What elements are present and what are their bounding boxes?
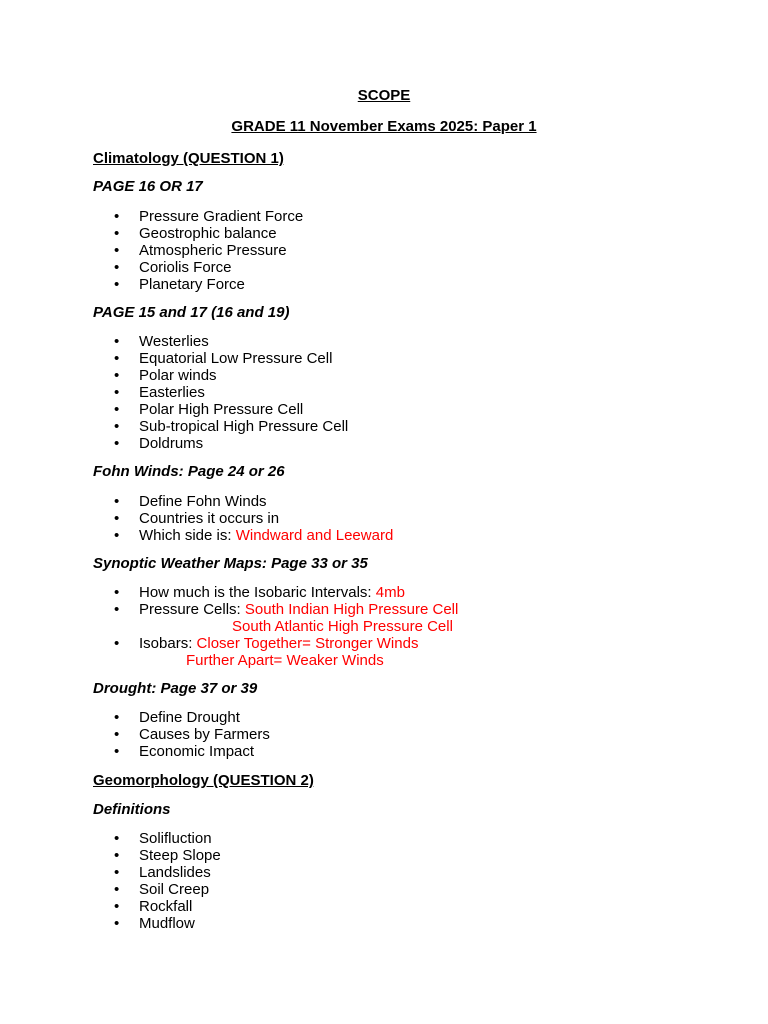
list-item: • Easterlies [0,384,348,401]
list-item: • Pressure Gradient Force [0,208,303,225]
list-item: • Coriolis Force [0,259,303,276]
list-item: • Define Drought [0,709,270,726]
list-item: • Equatorial Low Pressure Cell [0,350,348,367]
list-item: • Planetary Force [0,276,303,293]
answer-text: Windward and Leeward [235,527,394,544]
answer-text-continued: Further Apart= Weaker Winds [186,652,384,669]
page-subtitle: GRADE 11 November Exams 2025: Paper 1 [231,118,537,135]
list-item: • Landslides [0,864,221,881]
list-item: • Solifluction [0,830,221,847]
answer-text: 4mb [375,584,405,601]
list-synoptic-maps [0,584,458,618]
question-text: Isobars: [139,635,197,652]
section-label-page-16-17: PAGE 16 OR 17 [93,178,203,195]
answer-text: Closer Together= Stronger Winds [196,635,419,652]
list-item: • Countries it occurs in [0,510,393,527]
list-item: • Soil Creep [0,881,221,898]
list-item: • Geostrophic balance [0,225,303,242]
list-page-16-17 [0,208,303,293]
answer-text: South Indian High Pressure Cell [244,601,459,618]
list-item: • Define Fohn Winds [0,493,393,510]
list-item: • Rockfall [0,898,221,915]
list-fohn-winds [0,493,393,544]
list-item: • Causes by Farmers [0,726,270,743]
answer-text-continued: South Atlantic High Pressure Cell [232,618,453,635]
list-item: • Mudflow [0,915,221,932]
geomorphology-heading: Geomorphology (QUESTION 2) [93,772,314,789]
page-title: SCOPE [357,87,411,104]
section-label-drought: Drought: Page 37 or 39 [93,680,258,697]
list-item: • Doldrums [0,435,348,452]
list-item: • Steep Slope [0,847,221,864]
section-label-definitions: Definitions [93,801,171,818]
list-drought [0,709,270,760]
list-item [0,601,458,618]
climatology-heading: Climatology (QUESTION 1) [93,150,284,167]
section-label-synoptic-maps: Synoptic Weather Maps: Page 33 or 35 [93,555,368,572]
list-item: • Polar High Pressure Cell [0,401,348,418]
list-page-15-17 [0,333,348,452]
list-item [0,527,393,544]
section-label-page-15-17: PAGE 15 and 17 (16 and 19) [93,304,290,321]
list-item: • Polar winds [0,367,348,384]
question-text: How much is the Isobaric Intervals: [139,584,376,601]
question-text: Which side is: [139,527,236,544]
list-item: • Sub-tropical High Pressure Cell [0,418,348,435]
list-definitions [0,830,221,932]
list-item: • Atmospheric Pressure [0,242,303,259]
list-synoptic-isobars [0,635,418,652]
list-item: • Economic Impact [0,743,270,760]
list-item: • Westerlies [0,333,348,350]
list-item [0,635,418,652]
section-label-fohn-winds: Fohn Winds: Page 24 or 26 [93,463,285,480]
list-item [0,584,458,601]
question-text: Pressure Cells: [139,601,245,618]
